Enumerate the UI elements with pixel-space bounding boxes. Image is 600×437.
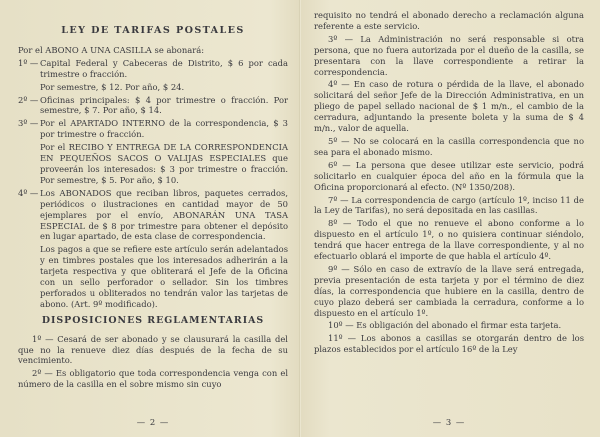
intro-text: Por el ABONO A UNA CASILLA se abonará: xyxy=(18,44,205,55)
rule-paragraph: 10º — Es obligación del abonado el firmar esta tarjeta. xyxy=(328,320,562,331)
item-number: 2º — xyxy=(18,94,39,105)
item-text: Oficinas principales: $ 4 por trimestre o fracción. Por semestre, $ 7. Por año, $ 14. xyxy=(40,94,288,116)
item-continuation: Por semestre, $ 12. Por año, $ 24. xyxy=(40,81,185,92)
item-number: 1º — xyxy=(18,57,39,68)
page-number: — 2 — xyxy=(136,417,170,428)
tariff-item xyxy=(18,188,288,243)
rule-paragraph: 6º — La persona que desee utilizar este servicio, podrá solicitarlo en cualquier época del año en la fórmula que la Oficina proporcionará al efecto. (Nº 1350/208). xyxy=(314,159,584,192)
rule-paragraph: 1º — Cesará de ser abonado y se clausurará la casilla del que no la renueve diez días después de la fecha de su vencimiento. xyxy=(18,333,288,366)
rule-paragraph: 9º — Sólo en caso de extravío de la llave será entregada, previa presentación de esta tarjeta y por el término de diez días, la correspondencia que hubiere en la casilla, dentro de cuyo plazo deberá ser cambiada la cerradura, conforme a lo dispuesto en el artículo 1º. xyxy=(314,263,584,318)
rule-paragraph: 3º — La Administración no será responsable si otra persona, que no fuera autorizada por el dueño de la casilla, se presentara con la llave correspondiente a retirar la correspondencia. xyxy=(314,33,584,77)
item-number: 4º — xyxy=(18,187,39,198)
section-subtitle: DISPOSICIONES REGLAMENTARIAS xyxy=(41,314,265,326)
top-spacer xyxy=(314,0,584,10)
tariff-item xyxy=(18,95,288,117)
page-number: — 3 — xyxy=(432,417,466,428)
center-fold xyxy=(299,0,301,437)
item-continuation: Por el RECIBO Y ENTREGA DE LA CORRESPONDENCIA EN PEQUEÑOS SACOS O VALIJAS ESPECIALES que proveerán los interesados: $ 3 por trimestre o fracción. Por semestre, $ 5. Por año, $ 10. xyxy=(40,142,288,185)
right-page xyxy=(314,0,584,437)
rule-paragraph: 5º — No se colocará en la casilla correspondencia que no sea para el abonado mismo. xyxy=(314,135,584,157)
item-text: Por el APARTADO INTERNO de la correspondencia, $ 3 por trimestre o fracción. xyxy=(40,118,288,140)
item-number: 3º — xyxy=(18,118,39,129)
tariff-item xyxy=(18,118,288,140)
rule-paragraph: requisito no tendrá el abonado derecho a reclamación alguna referente a este servicio. xyxy=(314,10,584,31)
rule-paragraph: 2º — Es obligatorio que toda correspondencia venga con el número de la casilla en el sobre mismo sin cuyo xyxy=(18,368,288,390)
item-text: Los ABONADOS que reciban libros, paquetes cerrados, periódicos o ilustraciones en cantidad mayor de 50 ejemplares por el envío, ABONARÁN UNA TASA ESPECIAL de $ 8 por trimestre para obtener el depósito en lugar apartado, de esta clase de correspondencia. xyxy=(40,187,288,242)
page-title: LEY DE TARIFAS POSTALES xyxy=(61,25,245,36)
item-continuation: Los pagos a que se refiere este artículo serán adelantados y en timbres postales que los interesados adherirán a la tarjeta respectiva y que obliterará el Jefe de la Oficina con un sello perforador o sellador. Sin los timbres perforados u obliterados no tendrán valor las tarjetas de abono. (Art. 9º modificado). xyxy=(40,244,288,309)
rule-paragraph: 11º — Los abonos a casillas se otorgarán dentro de los plazos establecidos por el artículo 16º de la Ley xyxy=(314,333,584,355)
rule-paragraph: 8º — Todo el que no renueve el abono conforme a lo dispuesto en el artículo 1º, o no quisiera continuar siéndolo, tendrá que hacer entrega de la llave correspondiente, y al no efectuarlo oblará el importe de que habla el artículo 4º. xyxy=(314,218,584,262)
left-page xyxy=(18,0,288,437)
rule-paragraph: 4º — En caso de rotura o pérdida de la llave, el abonado solicitará del señor Jefe de la Dirección Administrativa, en un pliego de papel sellado nacional de $ 1 m/n., el cambio de la cerradura, adjuntando la presente boleta y la suma de $ 4 m/n., valor de aquella. xyxy=(314,79,584,134)
item-text: Capital Federal y Cabeceras de Distrito, $ 6 por cada trimestre o fracción. xyxy=(40,57,288,79)
rule-paragraph: 7º — La correspondencia de cargo (artículo 1º, inciso 11 de la Ley de Tarifas), no será depositada en las casillas. xyxy=(314,194,584,216)
tariff-item xyxy=(18,58,288,80)
